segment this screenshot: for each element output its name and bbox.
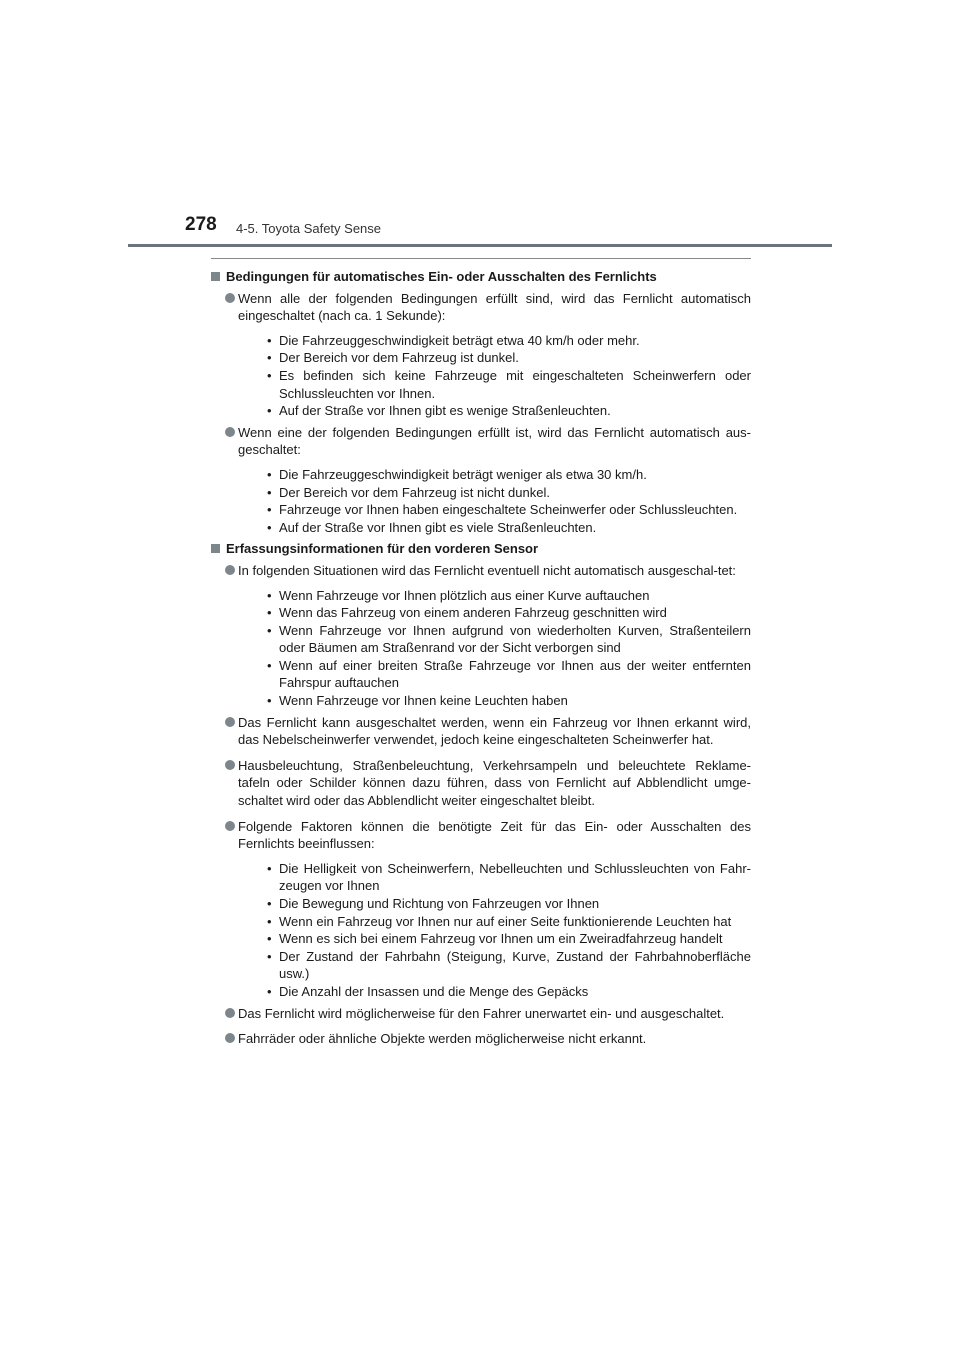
page-number: 278 [185, 214, 217, 235]
circle-bullet-icon [225, 1033, 235, 1043]
sub-list-item: • Der Bereich vor dem Fahrzeug ist dunkel. [267, 350, 519, 366]
list-item [211, 714, 751, 749]
page-content [211, 258, 751, 1052]
sub-list-item: • Wenn Fahrzeuge vor Ihnen plötzlich aus einer Kurve auftauchen [267, 587, 650, 603]
sub-list-item-text: Auf der Straße vor Ihnen gibt es wenige Straßenleuchten. [279, 403, 611, 419]
list-item-text: Hausbeleuchtung, Straßenbeleuchtung, Verkehrsampeln und beleuchtete Reklame-tafeln oder Schilder können dazu führen, dass von Fernlicht auf Abblendlicht umge-schaltet wird oder das Abblendlicht weiter eingeschaltet bleibt. [238, 757, 751, 809]
sub-list [238, 466, 751, 536]
section-heading-erfassungsinformationen [211, 540, 751, 558]
page-header-title: 4-5. Toyota Safety Sense [236, 221, 382, 236]
list-item-text: Fahrräder oder ähnliche Objekte werden möglicherweise nicht erkannt. [238, 1031, 647, 1047]
sub-list-item: • Wenn Fahrzeuge vor Ihnen aufgrund von wiederholten Kurven, Straßenteilern oder Bäumen am Straßenrand vor der Sicht verborgen sind [267, 622, 751, 656]
sub-list-item: • Wenn ein Fahrzeug vor Ihnen nur auf einer Seite funktionierende Leuchten hat [267, 913, 732, 929]
circle-bullet-icon [225, 717, 235, 727]
sub-list-item: • Wenn das Fahrzeug von einem anderen Fahrzeug geschnitten wird [267, 605, 667, 621]
sub-list-item-text: Die Bewegung und Richtung von Fahrzeugen vor Ihnen [279, 896, 600, 911]
sub-list-item-text: Die Anzahl der Insassen und die Menge des Gepäcks [279, 983, 589, 999]
sub-list-item-text: Die Fahrzeuggeschwindigkeit beträgt etwa 40 km/h oder mehr. [279, 332, 640, 348]
sub-list-item: • Die Anzahl der Insassen und die Menge des Gepäcks [267, 983, 589, 999]
sub-list-item: • Wenn auf einer breiten Straße Fahrzeuge vor Ihnen aus der weiter entfernten Fahrspur auftauchen [267, 657, 751, 691]
circle-bullet-icon [225, 293, 235, 303]
sub-list-item-text: Wenn ein Fahrzeug vor Ihnen nur auf einer Seite funktionierende Leuchten hat [279, 913, 732, 929]
list-item-text: Folgende Faktoren können die benötigte Zeit für das Ein- oder Ausschalten des Fernlichts beeinflussen: [238, 818, 751, 852]
sub-list-item-text: Fahrzeuge vor Ihnen haben eingeschaltete Scheinwerfer oder Schlussleuchten. [279, 502, 738, 518]
circle-bullet-icon [225, 760, 235, 770]
sub-list-item-text: Es befinden sich keine Fahrzeuge mit eingeschalteten Scheinwerfern oder Schlussleuchten vor Ihnen. [279, 367, 751, 401]
sub-list [238, 587, 751, 710]
square-bullet-icon [211, 544, 220, 553]
sub-list-item: • Fahrzeuge vor Ihnen haben eingeschaltete Scheinwerfer oder Schlussleuchten. [267, 502, 738, 518]
sub-list-item: • Die Bewegung und Richtung von Fahrzeugen vor Ihnen [267, 896, 600, 911]
sub-list-item: • Wenn es sich bei einem Fahrzeug vor Ihnen um ein Zweiradfahrzeug handelt [267, 931, 723, 947]
sub-list-item-text: Wenn Fahrzeuge vor Ihnen plötzlich aus einer Kurve auftauchen [279, 587, 650, 603]
circle-bullet-icon [225, 821, 235, 831]
circle-bullet-icon [225, 565, 235, 575]
sub-list-item-text: Die Fahrzeuggeschwindigkeit beträgt weniger als etwa 30 km/h. [279, 466, 647, 482]
sub-list-item-text: Wenn Fahrzeuge vor Ihnen keine Leuchten haben [279, 693, 568, 709]
section-heading-text: Erfassungsinformationen für den vorderen Sensor [226, 541, 539, 557]
list-item [211, 290, 751, 420]
sub-list-item-text: Wenn auf einer breiten Straße Fahrzeuge vor Ihnen aus der weiter entfernten Fahrspur auftauchen [279, 657, 751, 691]
list-item-text: Wenn eine der folgenden Bedingungen erfüllt ist, wird das Fernlicht automatisch aus-geschaltet: [238, 424, 751, 458]
sub-list-item-text: Wenn es sich bei einem Fahrzeug vor Ihnen um ein Zweiradfahrzeug handelt [279, 931, 723, 947]
circle-bullet-icon [225, 1008, 235, 1018]
sub-list-item: • Der Bereich vor dem Fahrzeug ist nicht dunkel. [267, 484, 550, 500]
square-bullet-icon [211, 272, 220, 281]
list-item [211, 424, 751, 537]
content-top-rule [211, 258, 751, 259]
sub-list [238, 860, 751, 1001]
list-item-text: Das Fernlicht wird möglicherweise für den Fahrer unerwartet ein- und ausgeschaltet. [238, 1005, 725, 1021]
sub-list-item-text: Die Helligkeit von Scheinwerfern, Nebelleuchten und Schlussleuchten von Fahr-zeugen vor Ihnen [279, 860, 751, 894]
sub-list-item: • Auf der Straße vor Ihnen gibt es viele Straßenleuchten. [267, 519, 597, 535]
sub-list-item-text: Wenn Fahrzeuge vor Ihnen aufgrund von wiederholten Kurven, Straßenteilern oder Bäumen am Straßenrand vor der Sicht verborgen sind [279, 622, 751, 656]
header-rule [128, 244, 832, 247]
circle-bullet-icon [225, 427, 235, 437]
section-heading-fernlicht-bedingungen [211, 268, 751, 286]
sub-list-item: • Es befinden sich keine Fahrzeuge mit eingeschalteten Scheinwerfern oder Schlussleuchten vor Ihnen. [267, 367, 751, 401]
list-item [211, 562, 751, 710]
section-heading-text: Bedingungen für automatisches Ein- oder Ausschalten des Fernlichts [226, 269, 657, 284]
sub-list-item-text: Wenn das Fahrzeug von einem anderen Fahrzeug geschnitten wird [279, 605, 667, 621]
sub-list-item-text: Der Zustand der Fahrbahn (Steigung, Kurve, Zustand der Fahrbahnoberfläche usw.) [279, 948, 751, 982]
sub-list-item: • Wenn Fahrzeuge vor Ihnen keine Leuchten haben [267, 693, 568, 709]
list-item-text: Wenn alle der folgenden Bedingungen erfüllt sind, wird das Fernlicht automatisch eingeschaltet (nach ca. 1 Sekunde): [238, 290, 751, 324]
list-item-text: In folgenden Situationen wird das Fernlicht eventuell nicht automatisch ausgeschal-tet: [238, 562, 736, 578]
sub-list-item: • Die Fahrzeuggeschwindigkeit beträgt weniger als etwa 30 km/h. [267, 466, 647, 482]
sub-list-item: • Der Zustand der Fahrbahn (Steigung, Kurve, Zustand der Fahrbahnoberfläche usw.) [267, 948, 751, 982]
sub-list-item-text: Der Bereich vor dem Fahrzeug ist nicht dunkel. [279, 484, 550, 500]
list-item [211, 757, 751, 810]
list-item [211, 1030, 751, 1048]
list-item-text: Das Fernlicht kann ausgeschaltet werden, wenn ein Fahrzeug vor Ihnen erkannt wird, das Nebelscheinwerfer verwendet, jedoch keine eingeschalteten Scheinwerfer hat. [238, 714, 751, 748]
sub-list [238, 332, 751, 420]
sub-list-item: • Die Helligkeit von Scheinwerfern, Nebelleuchten und Schlussleuchten von Fahr-zeugen vor Ihnen [267, 860, 751, 894]
sub-list-item: • Auf der Straße vor Ihnen gibt es wenige Straßenleuchten. [267, 403, 611, 419]
sub-list-item-text: Auf der Straße vor Ihnen gibt es viele Straßenleuchten. [279, 519, 597, 535]
list-item [211, 1005, 751, 1023]
sub-list-item: • Die Fahrzeuggeschwindigkeit beträgt etwa 40 km/h oder mehr. [267, 332, 640, 348]
list-item [211, 818, 751, 1001]
sub-list-item-text: Der Bereich vor dem Fahrzeug ist dunkel. [279, 350, 519, 366]
